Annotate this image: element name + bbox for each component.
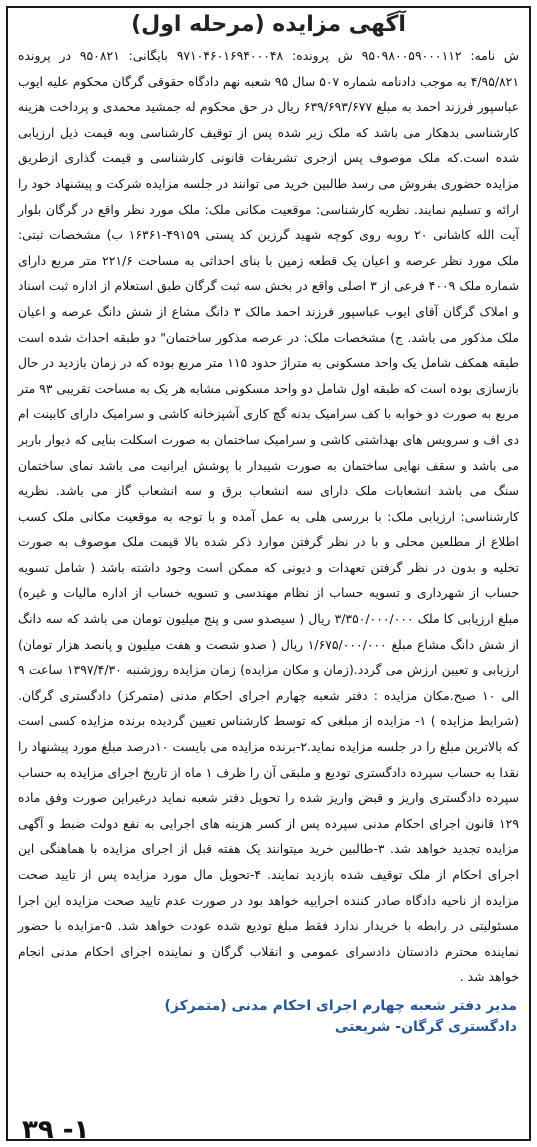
auction-notice [6, 6, 531, 1141]
notice-code: ۱- ۳۹ [22, 1115, 90, 1141]
notice-title: آگهی مزایده (مرحله اول) [131, 12, 406, 37]
signature-line-2: دادگستری گرگان- شریعتی [334, 1018, 517, 1035]
signature-line-1: مدیر دفتر شعبه چهارم اجرای احکام مدنی (متمرکز) [164, 997, 517, 1014]
signature-block [8, 996, 529, 1038]
notice-body: ش نامه: ۹۵۰۹۸۰۰۵۹۰۰۰۱۱۲ ش پرونده: ۹۷۱۰۴۶۰۱۶۹۴۰۰۰۴۸ بایگانی: ۹۵۰۸۲۱ در پرونده ۴/۹۵/۸۲۱ به موجب دادنامه شماره ۵۰۷ سال ۹۵ شعبه نهم دادگاه حقوقی گرگان محکوم علیه ایوب عباسپور فرزند احمد به مبلغ ۶۳۹/۶۹۳/۶۷۷ ریال در حق محکوم له جمشید محمدی و پرداخت هزینه کارشناسی بدهکار می باشد که ملک زیر شده پس از توقیف کارشناسی وبه قیمت ذیل ارزیابی شده است.که ملک موصوف پس ازجری تشریفات قانونی کارشناسی و قیمت گذاری ازطریق مزایده حضوری بفروش می رسد طالبین خرید می توانند در جلسه مزایده شرکت و پیشنهاد خود را ارائه و تسلیم نمایند. نظریه کارشناسی: موقعیت مکانی ملک: ملک مورد نظر واقع در گرگان بلوار آیت الله کاشانی ۲۰ روبه روی کوچه شهید گرزین کد پستی ۴۹۱۵۹-۱۶۳۶۱ ب) مشخصات ثبتی: ملک مورد نظر عرصه و اعیان یک قطعه زمین با بنای احداثی به مساحت ۲۲۱/۶ متر مربع دارای شماره ملک ۴۰۰۹ فرعی از ۳ اصلی واقع در بخش سه ثبت گرگان طبق استعلام از اداره ثبت اسناد و املاک گرگان آقای ایوب عباسپور فرزند احمد مالک ۳ دانگ مشاع از شش دانگ عرصه و اعیان ملک مذکور می باشد. ج) مشخصات ملک: در عرصه مذکور ساختمان" دو طبقه احداث شده است طبقه همکف شامل یک واحد مسکونی به متراژ حدود ۱۱۵ متر مربع بوده که در زمان بازدید در حال بازسازی بوده است که طبقه اول شامل دو واحد مسکونی مشابه هر یک به مساحت تقریبی ۹۳ متر مربع به صورت دو خوابه با کف سرامیک بدنه گچ کاری آشپزخانه کاشی و سرامیک دارای کابینت ام دی اف و سرویس های بهداشتی کاشی و سرامیک ساختمان به صورت اسکلت بنایی که دیوار باربر می باشد و سقف نهایی ساختمان به صورت شیبدار با پوشش ایرانیت می باشد نمای ساختمان سنگ می باشد انشعابات ملک دارای سه انشعاب برق و سه انشعاب گاز می باشد. نظریه کارشناسی: ارزیابی ملک: با بررسی هلی به عمل آمده و با توجه به موقعیت مکانی ملک کسب اطلاع از مطلعین محلی و با در نظر گرفتن موارد ذکر شده بالا قیمت ملک موصوف به صورت تخلیه و بدون در نظر گرفتن تعهدات و دیونی که ممکن است وجود داشته باشد ( شامل تسویه حساب از شهرداری و تسویه حساب از نظام مهندسی و تسویه خساب از اداره مالیات و غیره) مبلغ ارزیابی کا ملک ۳/۳۵۰/۰۰۰/۰۰۰ ریال ( سیصدو سی و پنج میلیون تومان می باشد که سه دانگ از شش دانگ مشاع مبلغ ۱/۶۷۵/۰۰۰/۰۰۰ ریال ( صدو شصت و هفت میلیون و پانصد هزار تومان) ارزیابی و تعیین ارزش می گردد.(زمان و مکان مزایده) زمان مزایده روزشنبه ۱۳۹۷/۴/۳۰ ساعت ۹ الی ۱۰ صبح.مکان مزایده : دفتر شعبه چهارم اجرای احکام مدنی (متمرکز) دادگستری گرگان. (شرایط مزایده ) ۱- مزایده از مبلغی که توسط کارشناس تعیین گردیده برنده مزایده کسی است که بالاترین مبلغ را در جلسه مزایده نماید.۲-برنده مزایده می بایست ۱۰درصد مبلغ مورد پیشنهاد را نقدا به حساب سپرده دادگستری تودیع و ملبقی آن را ظرف ۱ ماه از تاریخ اجرای مزایده به حساب سپرده دادگستری واریز و قبض واریز شده را تحویل دفتر شعبه نماید درغیراین صورت وفق ماده ۱۲۹ قانون اجرای احکام مدنی سپرده پس از کسر هزینه های اجرایی به نفع دولت ضبط و آگهی مزایده تجدید خواهد شد. ۳-طالبین خرید میتوانند یک هفته قبل از اجرای مزایده با هماهنگی این اجرای احکام از ملک توقیف شده بازدید نمایند. ۴-تحویل مال مورد مزایده پس از تایید صحت مزایده از ناحیه دادگاه صادر کننده اجراییه خواهد بود در صورت عدم تایید صحت مزایده این اجرا مسئولیتی در رابطه با خریدار ندارد فقط مبلغ تودیع شده عودت خواهد شد. ۵-مزایده با حضور نماینده محترم دادستان دادسرای عمومی و انقلاب گرگان و نماینده اجرای احکام مدنی انجام خواهد شد . [18, 48, 519, 985]
